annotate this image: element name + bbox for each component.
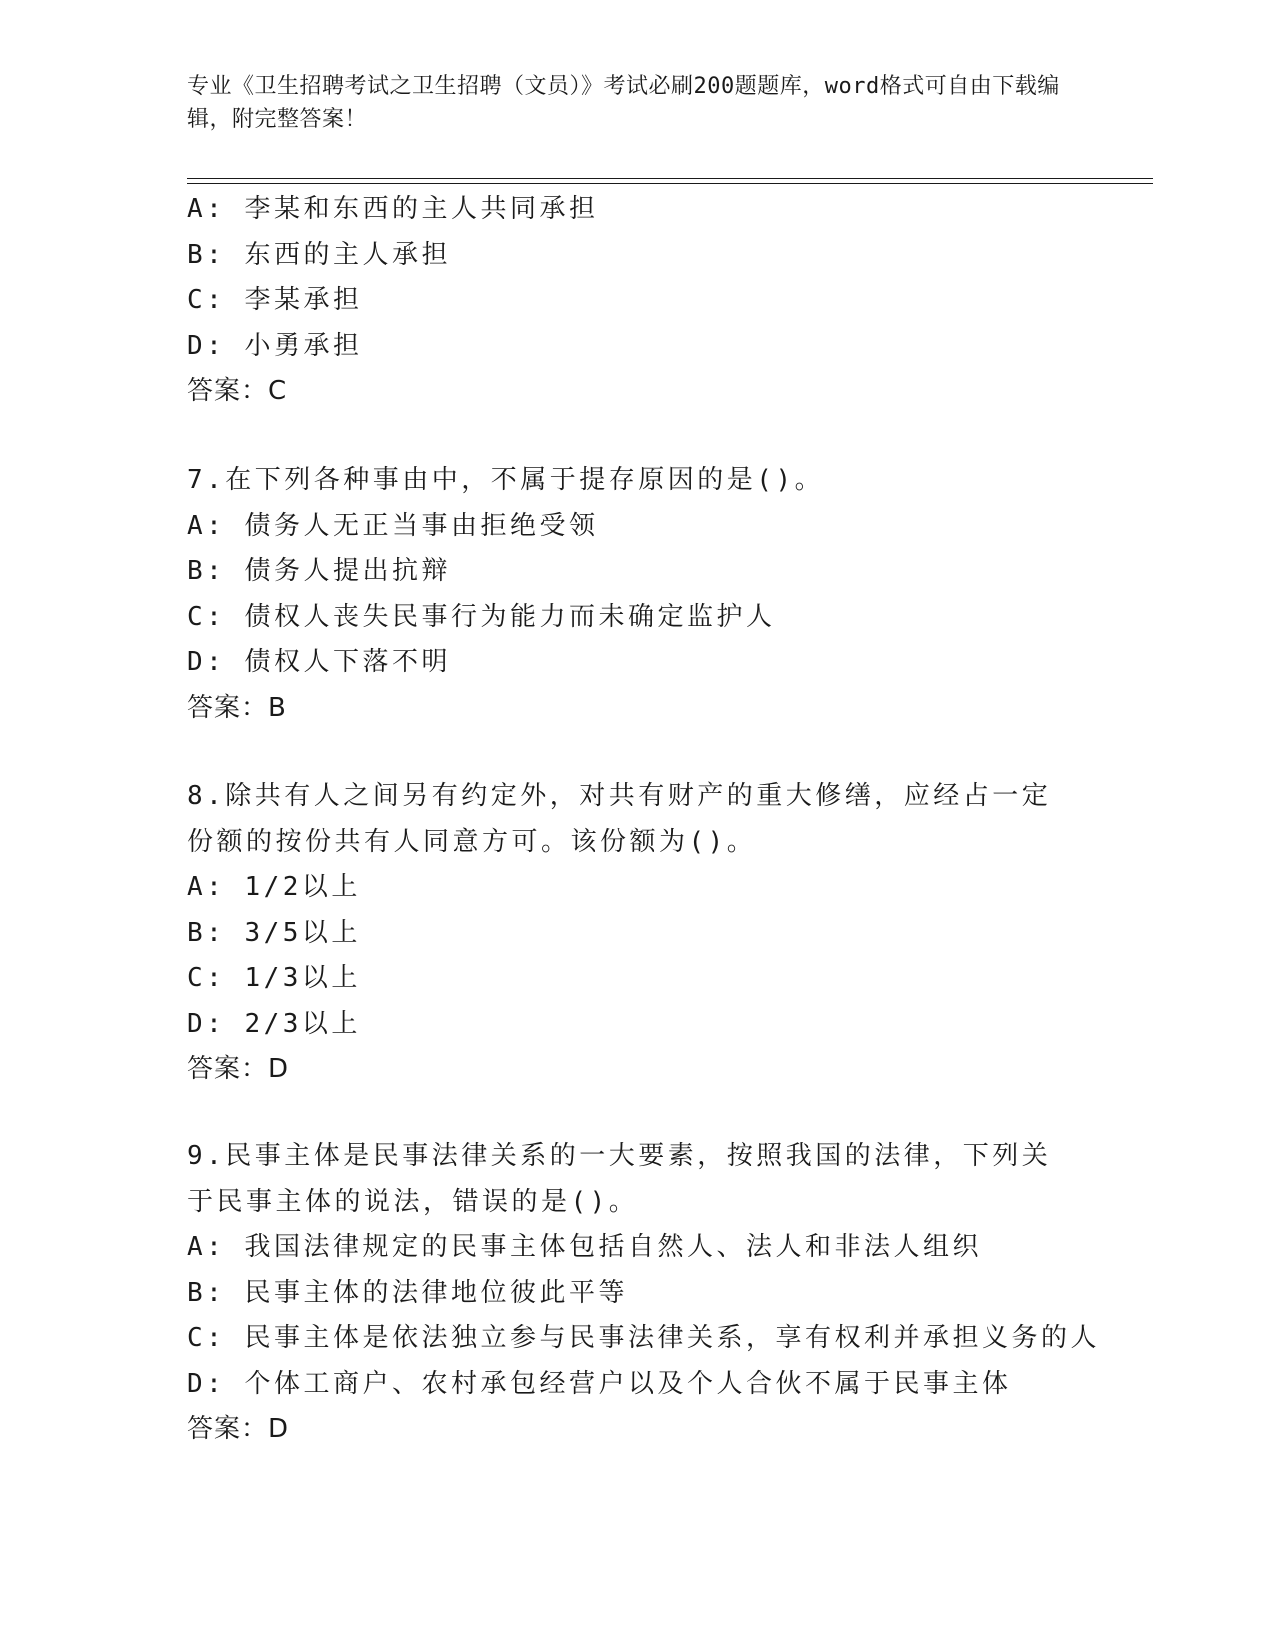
option-b: B: 东西的主人承担 xyxy=(187,239,451,270)
option-c: C: 李某承担 xyxy=(187,285,363,315)
question-6 xyxy=(187,187,1087,415)
question-8 xyxy=(187,774,1087,1093)
question-9 xyxy=(187,1134,1100,1453)
question-text: 9.民事主体是民事法律关系的一大要素，按照我国的法律，下列关于民事主体的说法，错误的是()。 xyxy=(187,1141,1052,1217)
document-header: 专业《卫生招聘考试之卫生招聘（文员）》考试必刷200题题库，word格式可自由下载编辑，附完整答案！ xyxy=(187,74,1060,132)
option-c: C: 债权人丧失民事行为能力而未确定监护人 xyxy=(187,601,776,632)
header-rule-top xyxy=(187,178,1153,179)
answer: 答案：C xyxy=(187,376,288,406)
answer: 答案：B xyxy=(187,692,287,723)
question-text: 8.除共有人之间另有约定外，对共有财产的重大修缮，应经占一定份额的按份共有人同意方可。该份额为()。 xyxy=(187,781,1052,857)
option-b: B: 民事主体的法律地位彼此平等 xyxy=(187,1277,628,1308)
option-a: A: 债务人无正当事由拒绝受领 xyxy=(187,510,599,541)
option-c: C: 民事主体是依法独立参与民事法律关系，享有权利并承担义务的人 xyxy=(187,1323,1100,1353)
option-a: A: 我国法律规定的民事主体包括自然人、法人和非法人组织 xyxy=(187,1232,982,1262)
option-a: A: 1/2以上 xyxy=(187,872,361,902)
option-b: B: 3/5以上 xyxy=(187,917,361,948)
option-c: C: 1/3以上 xyxy=(187,963,361,993)
option-b: B: 债务人提出抗辩 xyxy=(187,556,451,586)
answer: 答案：D xyxy=(187,1414,290,1444)
option-d: D: 小勇承担 xyxy=(187,330,363,361)
option-d: D: 个体工商户、农村承包经营户以及个人合伙不属于民事主体 xyxy=(187,1368,1012,1399)
question-7 xyxy=(187,458,1087,731)
option-a: A: 李某和东西的主人共同承担 xyxy=(187,194,599,224)
header-rule-bottom xyxy=(187,183,1153,184)
question-text: 7.在下列各种事由中，不属于提存原因的是()。 xyxy=(187,465,825,495)
option-d: D: 2/3以上 xyxy=(187,1008,361,1039)
option-d: D: 债权人下落不明 xyxy=(187,647,451,677)
answer: 答案：D xyxy=(187,1054,290,1084)
